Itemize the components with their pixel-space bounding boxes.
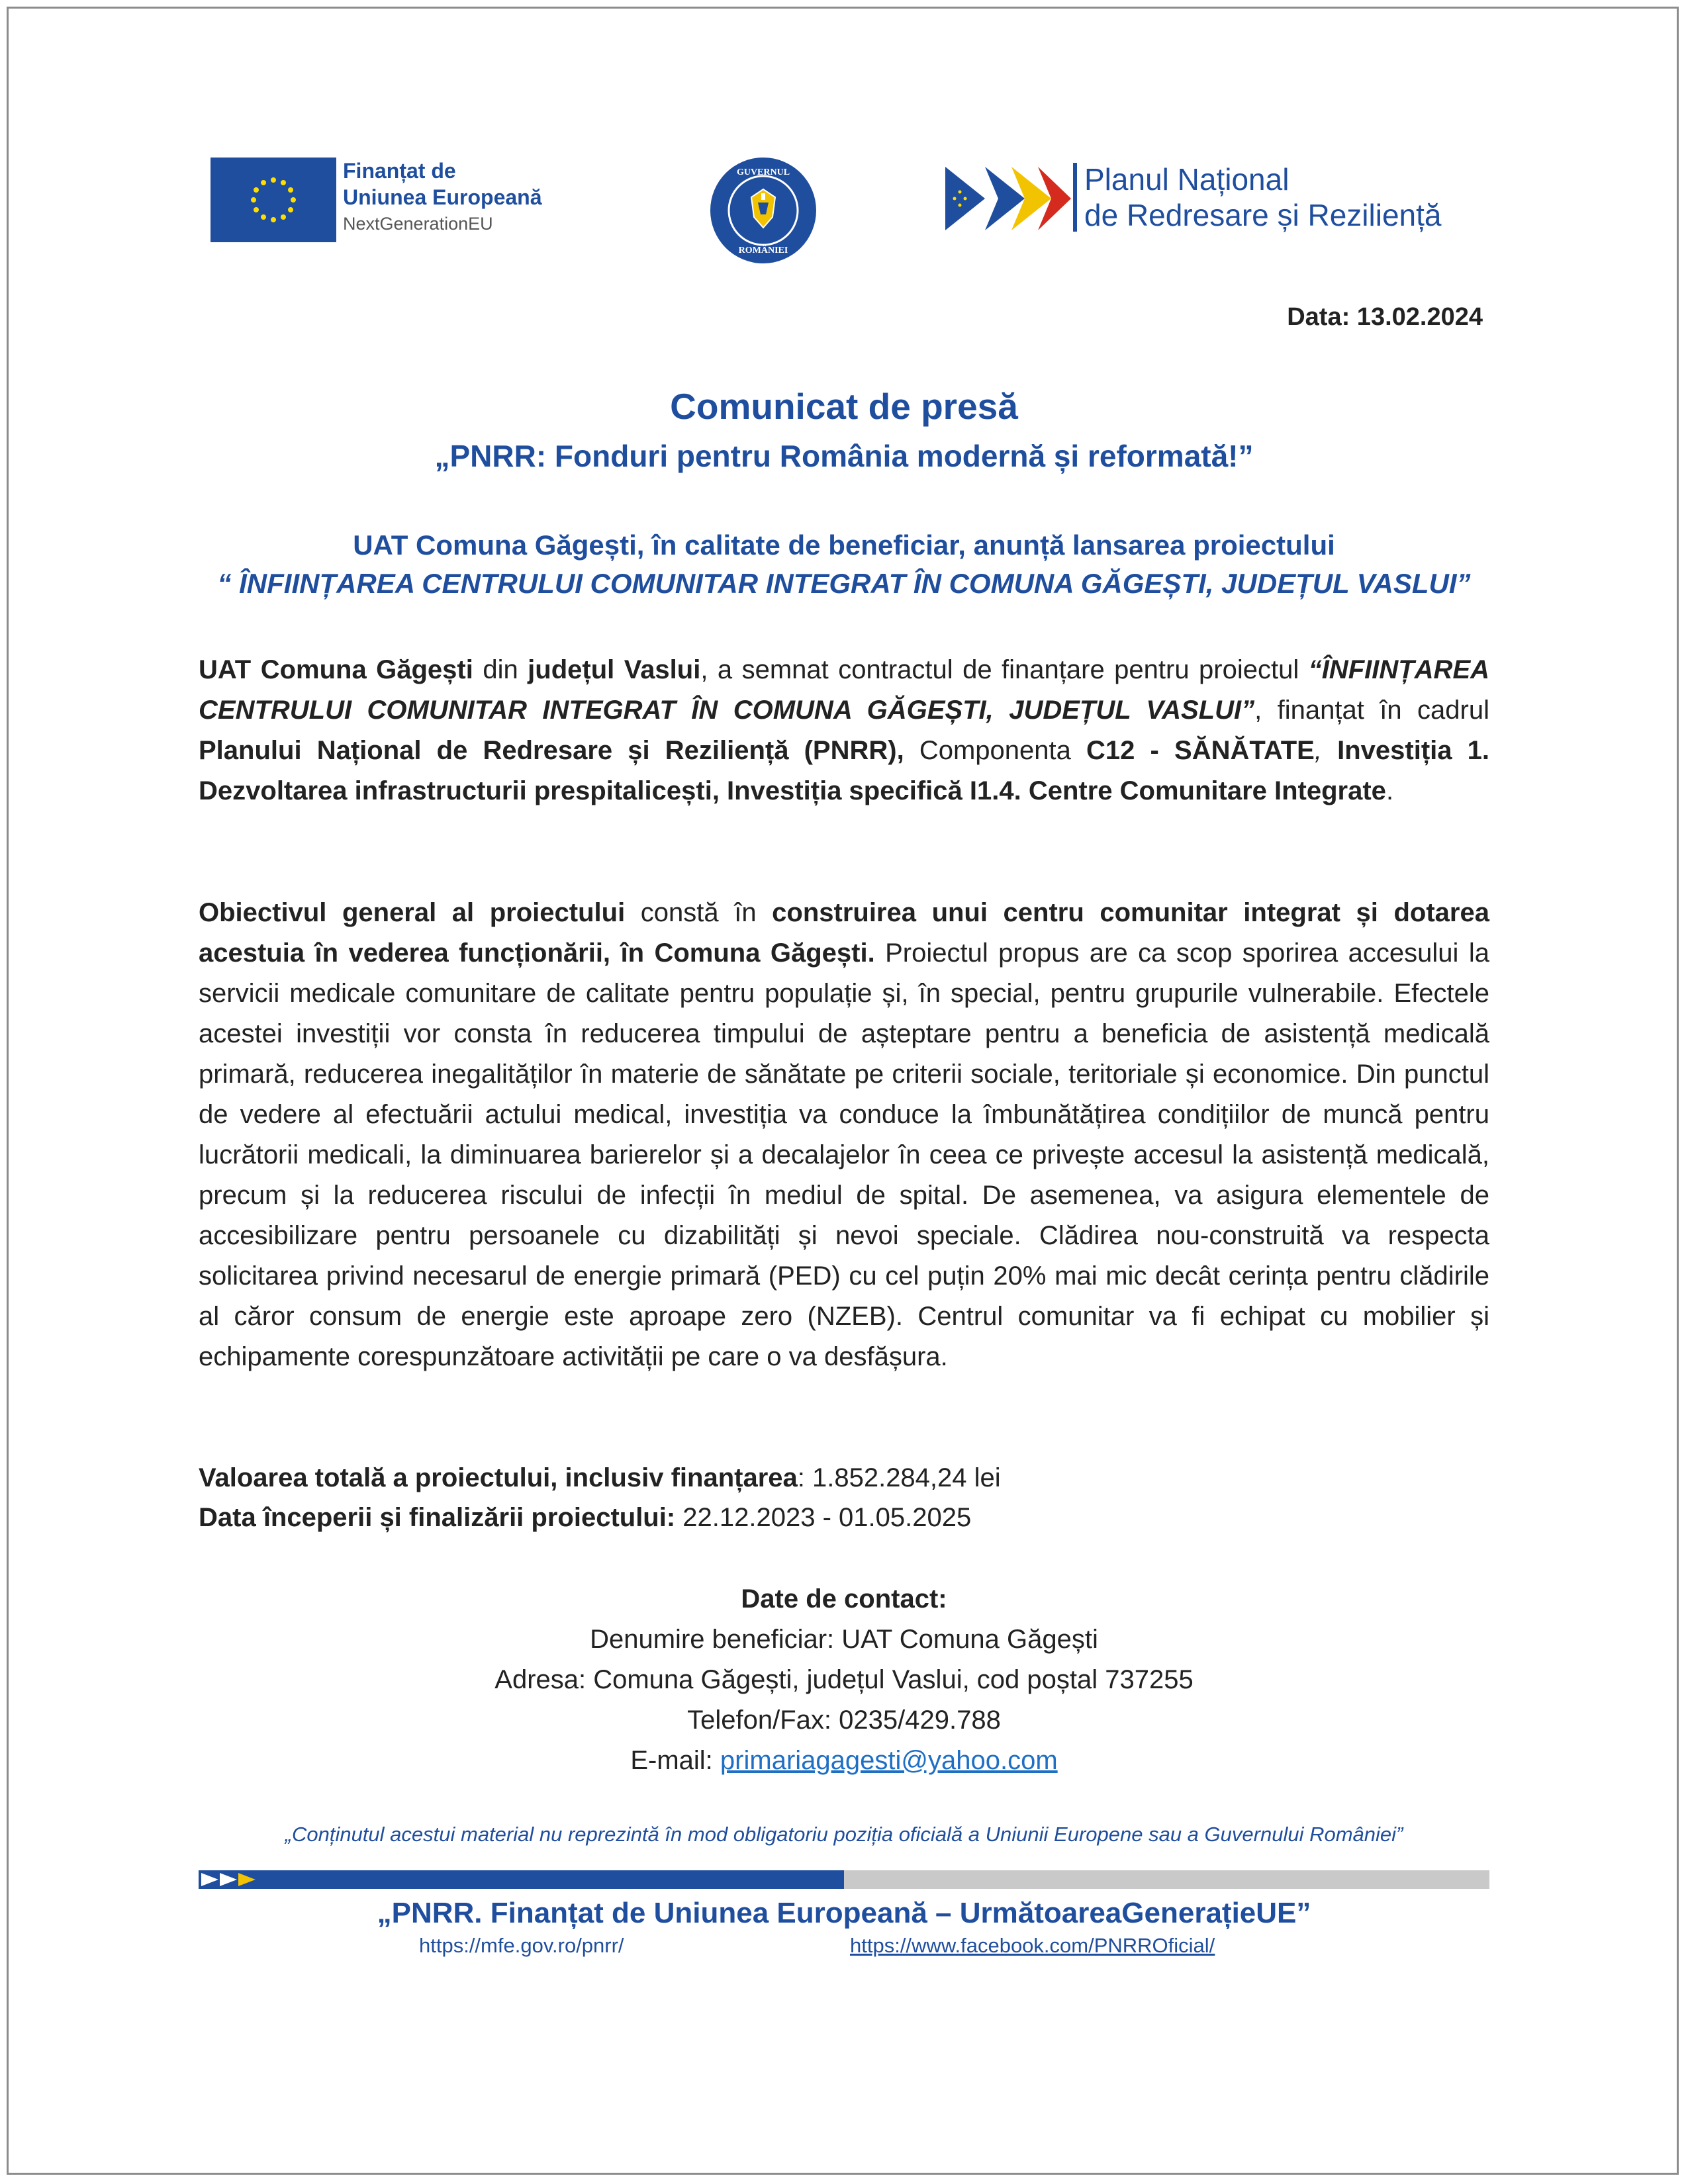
footer-link-facebook[interactable]: https://www.facebook.com/PNRROficial/	[850, 1934, 1215, 1957]
p1-text-j: ,	[1314, 736, 1338, 765]
p1-text-h: Componenta	[904, 736, 1087, 765]
p1-text-l: .	[1385, 776, 1394, 805]
footer-bar-blue	[199, 1870, 844, 1889]
contact-email-link[interactable]: primariagagesti@yahoo.com	[720, 1746, 1058, 1775]
period-label: Data începerii și finalizării proiectului:	[199, 1503, 676, 1532]
page-title: Comunicat de presă	[670, 386, 1018, 427]
eu-funding-logo	[211, 158, 581, 245]
footer-title: „PNRR. Finanțat de Uniunea Europeană – UrmătoareaGenerațieUE”	[377, 1897, 1311, 1929]
contact-email-line	[199, 1741, 1489, 1781]
eu-logo-line1: Finanțat de	[343, 159, 456, 183]
paragraph-objective	[199, 893, 1489, 1377]
romanian-government-seal-icon	[709, 156, 818, 265]
footer-link-mfe[interactable]: https://mfe.gov.ro/pnrr/	[419, 1934, 624, 1957]
p1-text-d: , a semnat contractul de finanțare pentru proiectul	[700, 655, 1309, 684]
p1-county: județul Vaslui	[528, 655, 701, 684]
seal-top-text: GUVERNUL	[736, 167, 790, 177]
total-value-label: Valoarea totală a proiectului, inclusiv finanțarea	[199, 1463, 798, 1492]
footer-arrow-icon	[199, 1870, 265, 1889]
pnrr-logo-line1: Planul Național	[1084, 162, 1289, 197]
contact-email-label: E-mail:	[630, 1746, 720, 1775]
total-value: : 1.852.284,24 lei	[797, 1463, 1001, 1492]
intro-line-2: “ ÎNFIINȚAREA CENTRULUI COMUNITAR INTEGRAT ÎN COMUNA GĂGEȘTI, JUDEȚUL VASLUI”	[217, 568, 1471, 599]
contact-section	[199, 1579, 1489, 1781]
p2-objective-label: Obiectivul general al proiectului	[199, 898, 626, 927]
contact-address: Adresa: Comuna Găgești, județul Vaslui, cod poștal 737255	[494, 1665, 1194, 1694]
pnrr-logo-line2: de Redresare și Reziliență	[1084, 198, 1442, 232]
p2-text-b: constă în	[625, 898, 773, 927]
eu-flag-icon	[211, 158, 336, 242]
seal-bottom-text: ROMÂNIEI	[738, 246, 788, 255]
pnrr-logo	[945, 159, 1475, 245]
total-value-line	[199, 1458, 1001, 1498]
intro-line-1: UAT Comuna Găgești, în calitate de beneficiar, anunță lansarea proiectului	[353, 529, 1335, 561]
footer-bar	[199, 1870, 1489, 1889]
contact-phone: Telefon/Fax: 0235/429.788	[687, 1706, 1001, 1735]
eu-logo-line3: NextGenerationEU	[343, 214, 493, 234]
p2-objective: construirea unui centru comunitar integrat și dotarea acestuia în vederea funcționării, în Comuna Găgești.	[199, 898, 1489, 968]
p1-beneficiary: UAT Comuna Găgești	[199, 655, 473, 684]
period-value: 22.12.2023 - 01.05.2025	[675, 1503, 972, 1532]
page-subtitle: „PNRR: Fonduri pentru România modernă și reformată!”	[434, 439, 1254, 473]
p1-project-name: “ÎNFIINȚAREA CENTRULUI COMUNITAR INTEGRAT ÎN COMUNA GĂGEȘTI, JUDEȚUL VASLUI”	[199, 655, 1490, 725]
eu-logo-line2: Uniunea Europeană	[343, 185, 542, 209]
pnrr-logo-text	[1084, 161, 1442, 233]
p1-investment: Investiția 1. Dezvoltarea infrastructurii prespitalicești, Investiția specifică I1.4. Centre Comunitare Integrate	[199, 736, 1490, 805]
footer-bar-grey	[844, 1870, 1489, 1889]
contact-heading: Date de contact:	[741, 1584, 947, 1614]
p1-text-b: din	[473, 655, 528, 684]
pnrr-arrow-icon	[945, 167, 1071, 230]
p1-text-f: , finanțat în cadrul	[1254, 696, 1489, 725]
period-line	[199, 1498, 1001, 1537]
p1-component: C12 - SĂNĂTATE	[1086, 736, 1315, 765]
p2-text-d: Proiectul propus are ca scop sporirea accesului la servicii medicale comunitare de calitate pentru populație și, în special, pentru grupurile vulnerabile. Efectele acestei investiții vor consta în reducerea timpului de așteptare pentru a beneficia de asistență medicală primară, reducerea inegalităților în materie de sănătate pe criterii sociale, teritoriale și economice. Din punctul de vedere al efectuării actului medical, investiția va conduce la îmbunătățirea condițiilor de muncă pentru lucrătorii medicali, la diminuarea barierelor și a decalajelor în ceea ce privește accesul la asistență medicală, precum și la reducerea riscului de infecții în mediul de spital. De asemenea, va asigura elementele de accesibilizare pentru persoanele cu dizabilități și nevoi speciale. Clădirea nou-construită va respecta solicitarea privind necesarul de energie primară (PED) cu cel puțin 20% mai mic decât cerința pentru clădirile al căror consum de energie este aproape zero (NZEB). Centrul comunitar va fi echipat cu mobilier și echipamente corespunzătoare activității pe care o va desfășura.	[199, 938, 1489, 1371]
project-values	[199, 1458, 1001, 1537]
eu-logo-text	[343, 158, 581, 237]
document-date: Data: 13.02.2024	[1287, 303, 1483, 331]
footer-disclaimer: „Conținutul acestui material nu reprezintă în mod obligatoriu poziția oficială a Uniunii Europene sau a Guvernului României”	[285, 1823, 1403, 1846]
pnrr-separator	[1073, 163, 1077, 232]
contact-beneficiary: Denumire beneficiar: UAT Comuna Găgești	[590, 1625, 1098, 1654]
p1-program: Planului Național de Redresare și Reziliență (PNRR),	[199, 736, 904, 765]
paragraph-contract	[199, 650, 1489, 811]
